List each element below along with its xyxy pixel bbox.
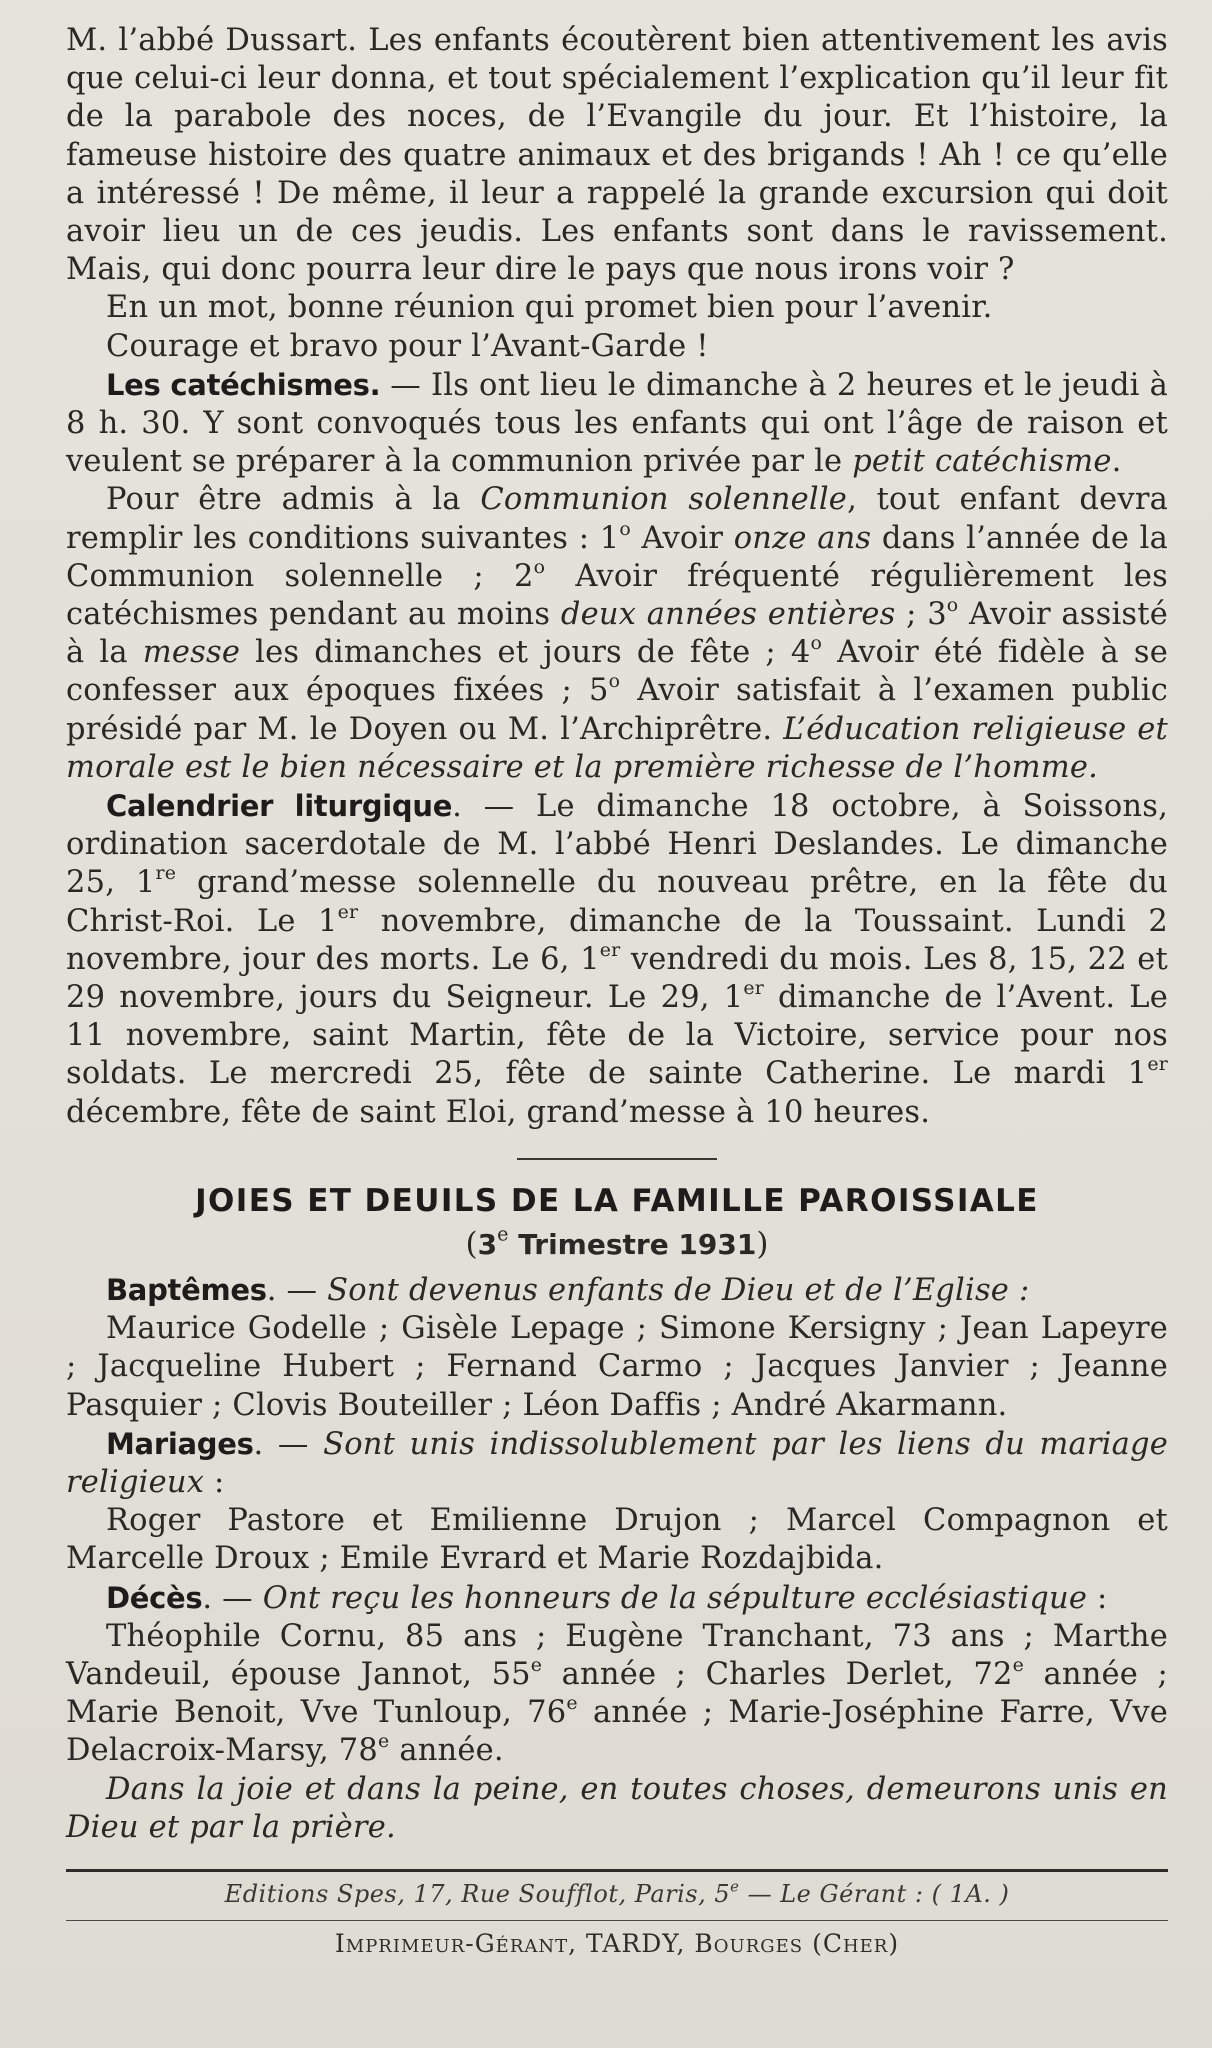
deces-sup-4: e [378, 1730, 390, 1753]
admission-italic-2: onze ans [733, 520, 872, 556]
mariages-names: Roger Pastore et Emilienne Drujon ; Marcel Compagnon et Marcelle Droux ; Emile Evrard et Marie Rozdajbida. [66, 1503, 1168, 1577]
intro-cheer: Courage et bravo pour l’Avant-Garde ! [106, 328, 709, 364]
calendrier-sup-3: er [599, 938, 621, 961]
deces-sup-1: e [530, 1653, 543, 1676]
deces-dash: . — [202, 1580, 263, 1616]
deces-name-2: année ; Charles Derlet, 72 [542, 1656, 1013, 1692]
catechismes-heading: Les catéchismes. [106, 367, 381, 402]
calendrier-text-4: vendredi du mois. Les 8, 15, 22 et 29 novembre, jours du Seigneur. Le 29, 1 [66, 941, 1168, 1016]
catechismes-end: . [1111, 444, 1122, 480]
section-divider [517, 1158, 717, 1160]
admission-text-7: Avoir assisté à la [66, 597, 1168, 671]
calendrier-text-6: décembre, fête de saint Eloi, grand’messe à 10 heures. [66, 1094, 931, 1130]
subtitle-number: 3 [477, 1227, 498, 1261]
calendrier-sup-5: er [1147, 1053, 1168, 1076]
admission-italic-3: deux années entières [560, 597, 896, 633]
deces-name-4: année ; Marie-Joséphine Farre, Vve Delacroix-Marsy, 78 [66, 1695, 1169, 1769]
mariages-colon: : [204, 1464, 225, 1500]
deces-italic: Ont reçu les honneurs de la sépulture ecclésiastique [262, 1580, 1088, 1616]
deces-name-5: année. [389, 1733, 504, 1769]
admission-sup-5: o [608, 670, 621, 693]
catechismes-italic: petit catéchisme [852, 444, 1112, 480]
deces-heading: Décès [106, 1580, 203, 1615]
mariages-dash: . — [253, 1426, 324, 1462]
calendrier-sup-2: er [337, 900, 359, 923]
admission-text-9: Avoir été fidèle à se confesser aux époques fixées ; 5 [66, 635, 1169, 709]
admission-text-2: , tout enfant devra remplir les conditions suivantes : 1 [66, 482, 1168, 556]
calendrier-text-5: dimanche de l’Avent. Le 11 novembre, saint Martin, fête de la Victoire, service pour nos soldats. Le mercredi 25, fête de sainte Catherine. Le mardi 1 [66, 980, 1168, 1092]
deces-name-3: année ; Marie Benoit, Vve Tunloup, 76 [66, 1656, 1168, 1731]
admission-italic-4: messe [142, 635, 241, 671]
admission-paragraph [66, 481, 1168, 787]
mariages-intro [66, 1425, 1168, 1502]
intro-summary: En un mot, bonne réunion qui promet bien pour l’avenir. [106, 290, 993, 326]
closing-sentence: Dans la joie et dans la peine, en toutes choses, demeurons unis en Dieu et par la prière. [66, 1771, 1168, 1845]
baptemes-names: Maurice Godelle ; Gisèle Lepage ; Simone Kersigny ; Jean Lapeyre ; Jacqueline Hubert ; Fernand Carmo ; Jacques Janvier ; Jeanne Pasquier ; Clovis Bouteiller ; Léon Daffis ; André Akarmann. [66, 1311, 1168, 1423]
footer-editions-text: Editions Spes, 17, Rue Soufflot, Paris, 5 [224, 1879, 731, 1908]
calendrier-text-1: . — Le dimanche 18 octobre, à Soissons, ordination sacerdotale de M. l’abbé Henri Deslandes. Le dimanche 25, 1 [66, 789, 1168, 901]
deces-sup-2: e [1012, 1653, 1024, 1676]
admission-sup-2: o [533, 555, 546, 578]
mariages-heading: Mariages [106, 1426, 254, 1461]
admission-text-5: Avoir fréquenté régulièrement les catéchismes pendant au moins [66, 558, 1168, 633]
admission-italic-5: L’éducation religieuse et morale est le bien nécessaire et la première richesse de l’homme. [66, 711, 1168, 785]
admission-text-10: Avoir satisfait à l’examen public présidé par M. le Doyen ou M. l’Archiprêtre. [66, 673, 1168, 747]
footer-thin-divider [66, 1920, 1168, 1921]
admission-text-8: les dimanches et jours de fête ; 4 [240, 635, 811, 671]
admission-text-3: Avoir [630, 520, 734, 556]
deces-names [66, 1618, 1168, 1771]
admission-sup-3: o [946, 593, 959, 616]
deces-sup-3: e [566, 1691, 578, 1714]
intro-paragraph: M. l’abbé Dussart. Les enfants écoutèrent bien attentivement les avis que celui-ci leur donna, et tout spécialement l’explication qu’il leur fit de la parabole des noces, de l’Evangile du jour. Et l’histoire, la fameuse histoire des quatre animaux et des brigands ! Ah ! ce qu’elle a intéressé ! De même, il leur a rappelé la grande excursion qui doit avoir lieu un de ces jeudis. Les enfants sont dans le ravissement. Mais, qui donc pourra leur dire le pays que nous irons voir ? [66, 23, 1168, 288]
catechismes-paragraph [66, 366, 1168, 482]
baptemes-dash: . — [266, 1272, 328, 1308]
footer-printer: Imprimeur-Gérant, TARDY, Bourges (Cher) [334, 1928, 900, 1958]
calendrier-sup-1: re [155, 862, 177, 885]
calendrier-text-2: grand’messe solennelle du nouveau prêtre, en la fête du Christ-Roi. Le 1 [66, 865, 1169, 939]
calendrier-paragraph [66, 787, 1168, 1132]
section-title: JOIES ET DEUILS DE LA FAMILLE PAROISSIALE [195, 1182, 1039, 1219]
calendrier-heading: Calendrier liturgique [106, 789, 453, 824]
admission-text-1: Pour être admis à la [106, 482, 481, 518]
admission-italic-1: Communion solennelle [480, 482, 848, 518]
section-subtitle [66, 1222, 1168, 1267]
mariages-italic: Sont unis indissolublement par les liens du mariage religieux [66, 1426, 1168, 1500]
baptemes-heading: Baptêmes [106, 1272, 267, 1307]
catechismes-text: — Ils ont lieu le dimanche à 2 heures et le jeudi à 8 h. 30. Y sont convoqués tous les enfants qui ont l’âge de raison et veulent se préparer à la communion privée par le [66, 367, 1168, 480]
subtitle-close: ) [756, 1225, 769, 1262]
calendrier-sup-4: er [743, 976, 764, 999]
admission-sup-1: o [619, 517, 631, 540]
subtitle-open: ( [465, 1225, 478, 1262]
baptemes-italic: Sont devenus enfants de Dieu et de l’Eglise : [327, 1272, 1030, 1308]
footer-gerant: — Le Gérant : ( 1A. ) [739, 1879, 1010, 1908]
admission-text-6: ; 3 [895, 597, 947, 633]
deces-intro [66, 1579, 1168, 1618]
footer-sup: e [730, 1877, 740, 1896]
footer-editions [66, 1872, 1168, 1916]
deces-colon: : [1087, 1580, 1108, 1616]
baptemes-intro [66, 1271, 1168, 1310]
subtitle-sup: e [497, 1222, 509, 1246]
calendrier-text-3: novembre, dimanche de la Toussaint. Lundi 2 novembre, jour des morts. Le 6, 1 [66, 903, 1168, 977]
admission-sup-4: o [810, 632, 823, 655]
admission-text-4: dans l’année de la Communion solennelle ; 2 [66, 520, 1168, 594]
deces-name-1: Théophile Cornu, 85 ans ; Eugène Tranchant, 73 ans ; Marthe Vandeuil, épouse Jannot, 55 [66, 1618, 1168, 1692]
subtitle-text: Trimestre 1931 [508, 1227, 757, 1261]
